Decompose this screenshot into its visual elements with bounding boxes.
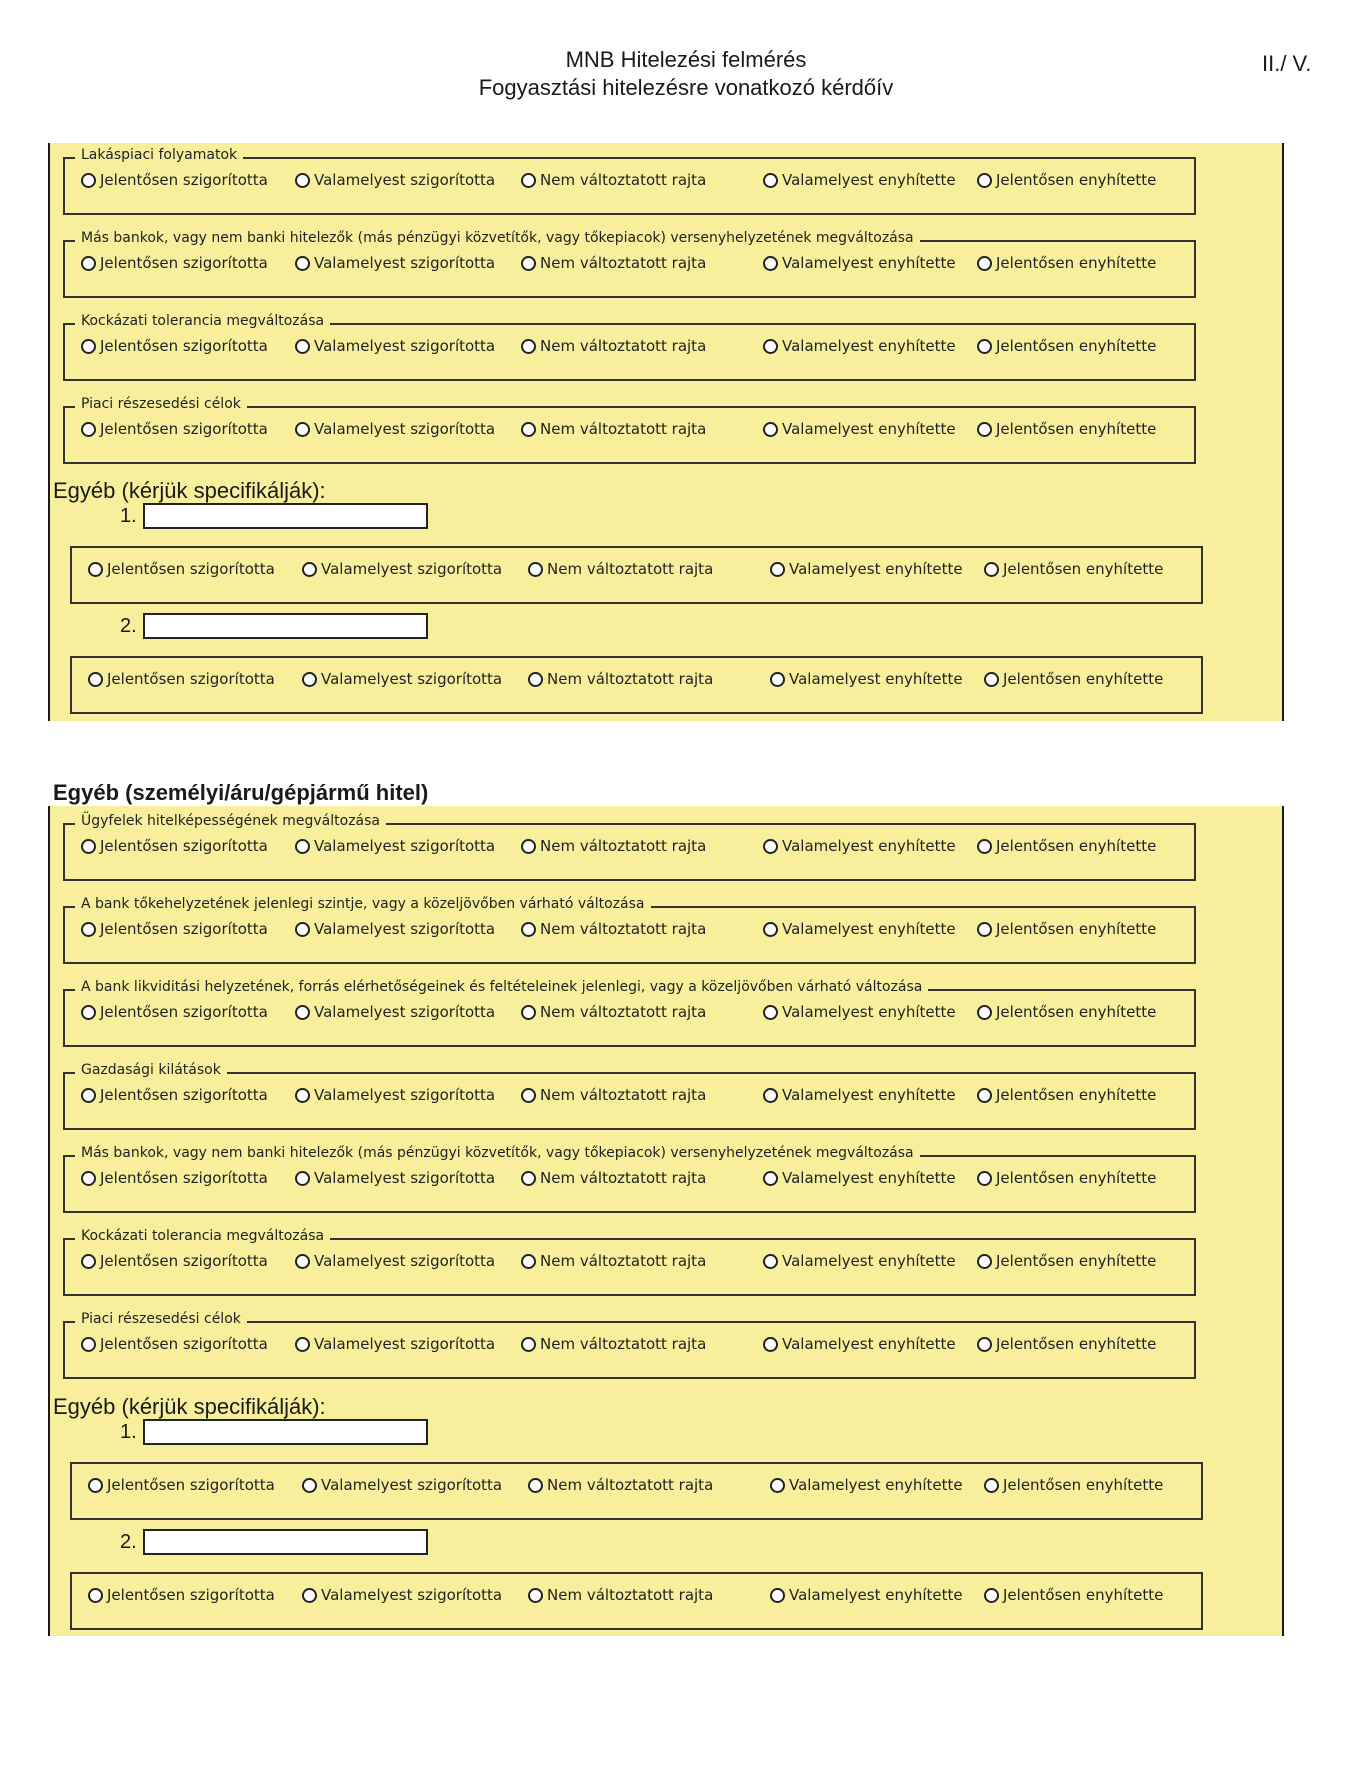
factor-legend: Piaci részesedési célok bbox=[75, 396, 247, 412]
radio-button[interactable] bbox=[984, 1478, 999, 1493]
radio-label: Jelentősen szigorította bbox=[107, 1586, 275, 1604]
header-title-line1: MNB Hitelezési felmérés bbox=[565, 47, 807, 72]
radio-button[interactable] bbox=[977, 1337, 992, 1352]
other-item-input[interactable] bbox=[143, 1419, 428, 1445]
radio-button[interactable] bbox=[295, 173, 310, 188]
radio-button[interactable] bbox=[770, 672, 785, 687]
other-item-input[interactable] bbox=[143, 613, 428, 639]
factor-group bbox=[63, 979, 1196, 1047]
page-header bbox=[0, 46, 1372, 102]
radio-button[interactable] bbox=[977, 922, 992, 937]
radio-label: Valamelyest enyhítette bbox=[789, 1586, 963, 1604]
radio-button[interactable] bbox=[81, 422, 96, 437]
radio-group bbox=[65, 837, 1194, 861]
factor-group bbox=[63, 1311, 1196, 1379]
radio-button[interactable] bbox=[770, 562, 785, 577]
radio-option[interactable] bbox=[770, 1586, 963, 1604]
radio-option[interactable] bbox=[763, 920, 956, 938]
radio-option[interactable] bbox=[763, 420, 956, 438]
radio-button[interactable] bbox=[81, 339, 96, 354]
radio-label: Jelentősen enyhítette bbox=[1003, 1476, 1164, 1494]
radio-button[interactable] bbox=[81, 1171, 96, 1186]
radio-button[interactable] bbox=[295, 839, 310, 854]
radio-button[interactable] bbox=[295, 1088, 310, 1103]
radio-button[interactable] bbox=[977, 1005, 992, 1020]
radio-button[interactable] bbox=[521, 1171, 536, 1186]
radio-option[interactable] bbox=[977, 1003, 1156, 1021]
radio-option[interactable] bbox=[521, 254, 706, 272]
other-item-group bbox=[70, 1572, 1203, 1630]
radio-button[interactable] bbox=[977, 1088, 992, 1103]
radio-option[interactable] bbox=[528, 560, 713, 578]
radio-label: Jelentősen szigorította bbox=[100, 1169, 268, 1187]
radio-button[interactable] bbox=[81, 1254, 96, 1269]
radio-option[interactable] bbox=[81, 420, 268, 438]
radio-button[interactable] bbox=[984, 672, 999, 687]
radio-label: Valamelyest szigorította bbox=[314, 837, 496, 855]
radio-option[interactable] bbox=[763, 1086, 956, 1104]
radio-option[interactable] bbox=[521, 171, 706, 189]
radio-label: Nem változtatott rajta bbox=[540, 420, 707, 438]
radio-label: Valamelyest szigorította bbox=[314, 420, 496, 438]
radio-button[interactable] bbox=[763, 1005, 778, 1020]
header-title-line2: Fogyasztási hitelezésre vonatkozó kérdőív bbox=[478, 75, 894, 100]
factor-group bbox=[63, 396, 1196, 464]
radio-button[interactable] bbox=[521, 339, 536, 354]
factor-group bbox=[63, 230, 1196, 298]
radio-option[interactable] bbox=[984, 1476, 1163, 1494]
radio-label: Valamelyest szigorította bbox=[314, 337, 496, 355]
radio-label: Jelentősen enyhítette bbox=[996, 420, 1157, 438]
radio-option[interactable] bbox=[763, 1252, 956, 1270]
radio-option[interactable] bbox=[763, 1003, 956, 1021]
radio-option[interactable] bbox=[302, 1586, 502, 1604]
factor-group bbox=[63, 1062, 1196, 1130]
radio-option[interactable] bbox=[81, 837, 268, 855]
radio-label: Nem változtatott rajta bbox=[547, 1586, 714, 1604]
radio-button[interactable] bbox=[81, 1088, 96, 1103]
radio-label: Valamelyest enyhítette bbox=[782, 1252, 956, 1270]
radio-option[interactable] bbox=[528, 1586, 713, 1604]
radio-option[interactable] bbox=[302, 560, 502, 578]
radio-button[interactable] bbox=[81, 1005, 96, 1020]
radio-label: Valamelyest szigorította bbox=[314, 1003, 496, 1021]
radio-option[interactable] bbox=[763, 1169, 956, 1187]
radio-label: Jelentősen enyhítette bbox=[996, 837, 1157, 855]
radio-label: Nem változtatott rajta bbox=[540, 1169, 707, 1187]
other-item-number: 2. bbox=[120, 615, 137, 637]
radio-label: Jelentősen enyhítette bbox=[1003, 1586, 1164, 1604]
radio-group bbox=[65, 1169, 1194, 1193]
factor-legend: Más bankok, vagy nem banki hitelezők (más pénzügyi közvetítők, vagy tőkepiacok) versenyhelyzetének megváltozása bbox=[75, 1145, 920, 1161]
radio-label: Jelentősen enyhítette bbox=[996, 920, 1157, 938]
radio-button[interactable] bbox=[295, 1171, 310, 1186]
radio-label: Valamelyest szigorította bbox=[314, 1335, 496, 1353]
radio-label: Valamelyest szigorította bbox=[321, 670, 503, 688]
radio-button[interactable] bbox=[295, 422, 310, 437]
radio-button[interactable] bbox=[528, 1478, 543, 1493]
radio-label: Nem változtatott rajta bbox=[540, 337, 707, 355]
other-item-number: 1. bbox=[120, 505, 137, 527]
radio-option[interactable] bbox=[984, 560, 1163, 578]
factor-legend: Kockázati tolerancia megváltozása bbox=[75, 313, 330, 329]
radio-label: Valamelyest enyhítette bbox=[782, 420, 956, 438]
radio-label: Jelentősen enyhítette bbox=[996, 1252, 1157, 1270]
radio-label: Valamelyest szigorította bbox=[314, 1086, 496, 1104]
radio-option[interactable] bbox=[521, 1086, 706, 1104]
factor-legend: A bank tőkehelyzetének jelenlegi szintje, vagy a közeljövőben várható változása bbox=[75, 896, 651, 912]
factor-legend: Lakáspiaci folyamatok bbox=[75, 147, 243, 163]
radio-label: Jelentősen szigorította bbox=[100, 420, 268, 438]
radio-option[interactable] bbox=[770, 560, 963, 578]
radio-button[interactable] bbox=[521, 1254, 536, 1269]
radio-label: Jelentősen szigorította bbox=[100, 337, 268, 355]
radio-label: Valamelyest enyhítette bbox=[782, 337, 956, 355]
radio-label: Valamelyest szigorította bbox=[321, 560, 503, 578]
radio-button[interactable] bbox=[763, 422, 778, 437]
factor-group bbox=[63, 1145, 1196, 1213]
radio-button[interactable] bbox=[763, 1254, 778, 1269]
other-item-group bbox=[70, 656, 1203, 714]
radio-button[interactable] bbox=[81, 256, 96, 271]
radio-button[interactable] bbox=[521, 256, 536, 271]
radio-label: Jelentősen szigorította bbox=[100, 171, 268, 189]
radio-label: Valamelyest szigorította bbox=[314, 171, 496, 189]
radio-button[interactable] bbox=[521, 422, 536, 437]
radio-group bbox=[65, 1335, 1194, 1359]
radio-option[interactable] bbox=[521, 420, 706, 438]
radio-label: Valamelyest enyhítette bbox=[782, 171, 956, 189]
radio-button[interactable] bbox=[521, 1337, 536, 1352]
factor-group bbox=[63, 813, 1196, 881]
radio-button[interactable] bbox=[984, 562, 999, 577]
radio-option[interactable] bbox=[977, 1169, 1156, 1187]
radio-option[interactable] bbox=[295, 920, 495, 938]
radio-label: Nem változtatott rajta bbox=[540, 1086, 707, 1104]
radio-option[interactable] bbox=[770, 670, 963, 688]
radio-group bbox=[72, 1586, 1201, 1610]
radio-option[interactable] bbox=[528, 670, 713, 688]
factor-legend: Gazdasági kilátások bbox=[75, 1062, 227, 1078]
radio-option[interactable] bbox=[521, 1003, 706, 1021]
radio-button[interactable] bbox=[763, 339, 778, 354]
radio-button[interactable] bbox=[88, 1588, 103, 1603]
radio-option[interactable] bbox=[88, 1476, 275, 1494]
other-title: Egyéb (kérjük specifikálják): bbox=[53, 1394, 326, 1419]
radio-option[interactable] bbox=[763, 254, 956, 272]
radio-button[interactable] bbox=[521, 1005, 536, 1020]
radio-button[interactable] bbox=[977, 422, 992, 437]
other-item-group bbox=[70, 546, 1203, 604]
radio-option[interactable] bbox=[81, 254, 268, 272]
radio-button[interactable] bbox=[977, 339, 992, 354]
page-marker: II./ V. bbox=[1262, 51, 1312, 76]
radio-label: Valamelyest szigorította bbox=[314, 1169, 496, 1187]
radio-button[interactable] bbox=[521, 173, 536, 188]
radio-label: Jelentősen enyhítette bbox=[1003, 560, 1164, 578]
factor-group bbox=[63, 896, 1196, 964]
factor-legend: Ügyfelek hitelképességének megváltozása bbox=[75, 813, 386, 829]
other-title: Egyéb (kérjük specifikálják): bbox=[53, 478, 326, 503]
radio-label: Nem változtatott rajta bbox=[547, 1476, 714, 1494]
radio-label: Jelentősen szigorította bbox=[100, 1252, 268, 1270]
radio-option[interactable] bbox=[763, 337, 956, 355]
factor-group bbox=[63, 147, 1196, 215]
radio-option[interactable] bbox=[81, 1335, 268, 1353]
radio-group bbox=[65, 337, 1194, 361]
radio-button[interactable] bbox=[81, 1337, 96, 1352]
radio-button[interactable] bbox=[302, 562, 317, 577]
radio-option[interactable] bbox=[977, 337, 1156, 355]
radio-group bbox=[72, 1476, 1201, 1500]
radio-option[interactable] bbox=[521, 1252, 706, 1270]
radio-option[interactable] bbox=[295, 337, 495, 355]
radio-group bbox=[65, 254, 1194, 278]
radio-button[interactable] bbox=[977, 256, 992, 271]
radio-button[interactable] bbox=[977, 1254, 992, 1269]
radio-label: Valamelyest enyhítette bbox=[782, 1086, 956, 1104]
factor-legend: Kockázati tolerancia megváltozása bbox=[75, 1228, 330, 1244]
radio-option[interactable] bbox=[295, 1003, 495, 1021]
other-item-group bbox=[70, 1462, 1203, 1520]
radio-option[interactable] bbox=[977, 1252, 1156, 1270]
radio-button[interactable] bbox=[295, 256, 310, 271]
radio-option[interactable] bbox=[302, 670, 502, 688]
radio-option[interactable] bbox=[977, 1335, 1156, 1353]
radio-label: Valamelyest enyhítette bbox=[782, 254, 956, 272]
radio-option[interactable] bbox=[295, 1169, 495, 1187]
radio-button[interactable] bbox=[88, 672, 103, 687]
radio-label: Valamelyest enyhítette bbox=[789, 560, 963, 578]
radio-option[interactable] bbox=[763, 837, 956, 855]
radio-button[interactable] bbox=[763, 1337, 778, 1352]
radio-option[interactable] bbox=[521, 1169, 706, 1187]
radio-button[interactable] bbox=[528, 672, 543, 687]
radio-label: Jelentősen enyhítette bbox=[996, 1086, 1157, 1104]
radio-option[interactable] bbox=[984, 1586, 1163, 1604]
radio-button[interactable] bbox=[977, 1171, 992, 1186]
radio-label: Nem változtatott rajta bbox=[540, 254, 707, 272]
radio-label: Nem változtatott rajta bbox=[540, 1003, 707, 1021]
radio-option[interactable] bbox=[770, 1476, 963, 1494]
radio-button[interactable] bbox=[295, 922, 310, 937]
radio-group bbox=[65, 171, 1194, 195]
radio-option[interactable] bbox=[528, 1476, 713, 1494]
radio-button[interactable] bbox=[770, 1588, 785, 1603]
radio-label: Nem változtatott rajta bbox=[547, 670, 714, 688]
radio-label: Valamelyest enyhítette bbox=[782, 837, 956, 855]
radio-button[interactable] bbox=[521, 922, 536, 937]
radio-label: Jelentősen enyhítette bbox=[1003, 670, 1164, 688]
radio-button[interactable] bbox=[302, 1588, 317, 1603]
radio-label: Jelentősen szigorította bbox=[100, 1335, 268, 1353]
other-item-number: 2. bbox=[120, 1531, 137, 1553]
radio-group bbox=[65, 920, 1194, 944]
radio-label: Jelentősen szigorította bbox=[100, 254, 268, 272]
radio-button[interactable] bbox=[81, 839, 96, 854]
radio-button[interactable] bbox=[88, 562, 103, 577]
radio-label: Jelentősen szigorította bbox=[100, 1003, 268, 1021]
radio-button[interactable] bbox=[770, 1478, 785, 1493]
radio-option[interactable] bbox=[295, 1086, 495, 1104]
radio-label: Jelentősen enyhítette bbox=[996, 337, 1157, 355]
radio-option[interactable] bbox=[88, 560, 275, 578]
radio-label: Jelentősen szigorította bbox=[100, 837, 268, 855]
radio-label: Valamelyest enyhítette bbox=[782, 1169, 956, 1187]
radio-button[interactable] bbox=[81, 922, 96, 937]
radio-label: Valamelyest szigorította bbox=[314, 920, 496, 938]
radio-option[interactable] bbox=[295, 171, 495, 189]
radio-group bbox=[65, 1003, 1194, 1027]
other-item-input[interactable] bbox=[143, 503, 428, 529]
radio-label: Valamelyest enyhítette bbox=[789, 1476, 963, 1494]
radio-label: Valamelyest enyhítette bbox=[782, 920, 956, 938]
radio-option[interactable] bbox=[81, 337, 268, 355]
radio-label: Valamelyest szigorította bbox=[321, 1586, 503, 1604]
radio-option[interactable] bbox=[977, 1086, 1156, 1104]
factor-legend: Piaci részesedési célok bbox=[75, 1311, 247, 1327]
radio-button[interactable] bbox=[763, 256, 778, 271]
radio-label: Valamelyest enyhítette bbox=[782, 1335, 956, 1353]
radio-label: Nem változtatott rajta bbox=[540, 171, 707, 189]
radio-button[interactable] bbox=[88, 1478, 103, 1493]
radio-button[interactable] bbox=[977, 173, 992, 188]
radio-button[interactable] bbox=[302, 1478, 317, 1493]
radio-label: Jelentősen enyhítette bbox=[996, 1335, 1157, 1353]
radio-option[interactable] bbox=[763, 171, 956, 189]
radio-option[interactable] bbox=[295, 254, 495, 272]
radio-button[interactable] bbox=[528, 1588, 543, 1603]
radio-option[interactable] bbox=[521, 837, 706, 855]
radio-label: Jelentősen enyhítette bbox=[996, 171, 1157, 189]
radio-option[interactable] bbox=[521, 1335, 706, 1353]
radio-button[interactable] bbox=[763, 1088, 778, 1103]
radio-button[interactable] bbox=[763, 839, 778, 854]
radio-label: Valamelyest szigorította bbox=[321, 1476, 503, 1494]
radio-button[interactable] bbox=[295, 1005, 310, 1020]
radio-label: Valamelyest szigorította bbox=[314, 1252, 496, 1270]
radio-option[interactable] bbox=[81, 1252, 268, 1270]
radio-option[interactable] bbox=[521, 337, 706, 355]
radio-label: Jelentősen szigorította bbox=[100, 1086, 268, 1104]
radio-label: Jelentősen szigorította bbox=[100, 920, 268, 938]
radio-option[interactable] bbox=[295, 1252, 495, 1270]
radio-option[interactable] bbox=[977, 254, 1156, 272]
radio-group bbox=[65, 1086, 1194, 1110]
radio-option[interactable] bbox=[977, 420, 1156, 438]
radio-label: Nem változtatott rajta bbox=[540, 1252, 707, 1270]
radio-label: Jelentősen enyhítette bbox=[996, 1169, 1157, 1187]
factor-legend: Más bankok, vagy nem banki hitelezők (más pénzügyi közvetítők, vagy tőkepiacok) versenyhelyzetének megváltozása bbox=[75, 230, 920, 246]
radio-button[interactable] bbox=[528, 562, 543, 577]
factor-group bbox=[63, 1228, 1196, 1296]
radio-option[interactable] bbox=[81, 171, 268, 189]
radio-option[interactable] bbox=[295, 837, 495, 855]
radio-label: Nem változtatott rajta bbox=[540, 1335, 707, 1353]
radio-label: Nem változtatott rajta bbox=[540, 837, 707, 855]
radio-label: Jelentősen szigorította bbox=[107, 670, 275, 688]
radio-label: Valamelyest enyhítette bbox=[789, 670, 963, 688]
radio-option[interactable] bbox=[521, 920, 706, 938]
radio-button[interactable] bbox=[295, 1254, 310, 1269]
radio-option[interactable] bbox=[81, 1003, 268, 1021]
factor-legend: A bank likviditási helyzetének, forrás elérhetőségeinek és feltételeinek jelenlegi, vagy a közeljövőben várható változása bbox=[75, 979, 928, 995]
radio-button[interactable] bbox=[984, 1588, 999, 1603]
radio-button[interactable] bbox=[977, 839, 992, 854]
radio-option[interactable] bbox=[88, 1586, 275, 1604]
radio-label: Nem változtatott rajta bbox=[547, 560, 714, 578]
radio-label: Jelentősen szigorította bbox=[107, 1476, 275, 1494]
radio-group bbox=[72, 670, 1201, 694]
radio-option[interactable] bbox=[977, 920, 1156, 938]
radio-option[interactable] bbox=[81, 920, 268, 938]
radio-group bbox=[72, 560, 1201, 584]
radio-option[interactable] bbox=[977, 171, 1156, 189]
radio-button[interactable] bbox=[302, 672, 317, 687]
radio-button[interactable] bbox=[763, 173, 778, 188]
radio-group bbox=[65, 1252, 1194, 1276]
other-item-number: 1. bbox=[120, 1421, 137, 1443]
radio-option[interactable] bbox=[302, 1476, 502, 1494]
radio-button[interactable] bbox=[81, 173, 96, 188]
radio-option[interactable] bbox=[295, 420, 495, 438]
radio-label: Jelentősen szigorította bbox=[107, 560, 275, 578]
radio-button[interactable] bbox=[521, 839, 536, 854]
other-item-input[interactable] bbox=[143, 1529, 428, 1555]
radio-label: Jelentősen enyhítette bbox=[996, 1003, 1157, 1021]
radio-option[interactable] bbox=[81, 1169, 268, 1187]
radio-button[interactable] bbox=[295, 1337, 310, 1352]
radio-button[interactable] bbox=[763, 922, 778, 937]
radio-group bbox=[65, 420, 1194, 444]
radio-label: Jelentősen enyhítette bbox=[996, 254, 1157, 272]
radio-option[interactable] bbox=[984, 670, 1163, 688]
radio-label: Valamelyest enyhítette bbox=[782, 1003, 956, 1021]
radio-button[interactable] bbox=[295, 339, 310, 354]
factor-group bbox=[63, 313, 1196, 381]
radio-button[interactable] bbox=[521, 1088, 536, 1103]
radio-option[interactable] bbox=[763, 1335, 956, 1353]
radio-option[interactable] bbox=[88, 670, 275, 688]
radio-option[interactable] bbox=[81, 1086, 268, 1104]
section2-heading: Egyéb (személyi/áru/gépjármű hitel) bbox=[53, 780, 429, 805]
radio-option[interactable] bbox=[977, 837, 1156, 855]
radio-button[interactable] bbox=[763, 1171, 778, 1186]
radio-label: Nem változtatott rajta bbox=[540, 920, 707, 938]
radio-option[interactable] bbox=[295, 1335, 495, 1353]
radio-label: Valamelyest szigorította bbox=[314, 254, 496, 272]
